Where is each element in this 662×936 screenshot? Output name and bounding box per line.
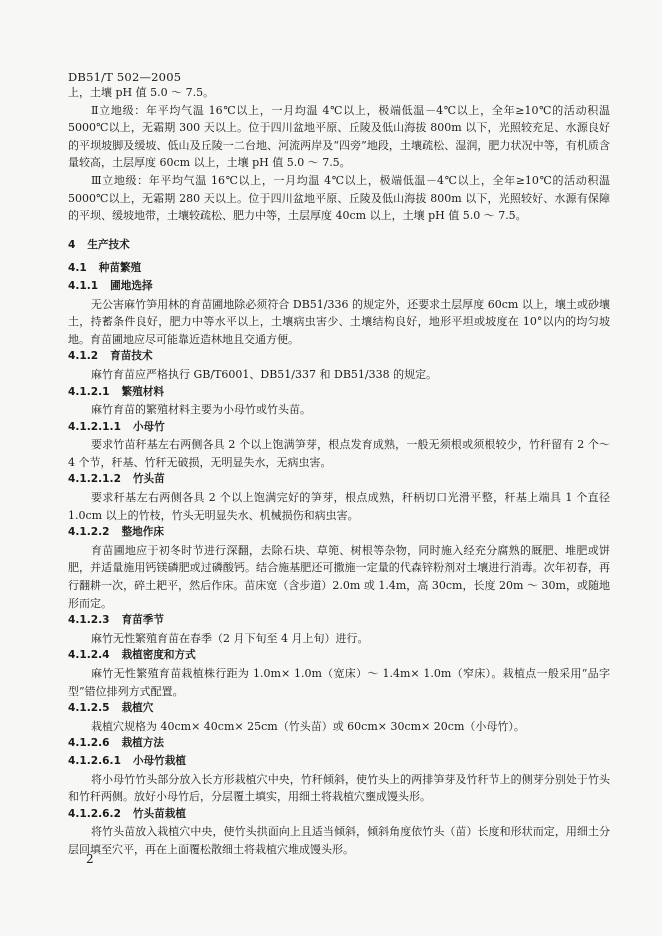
section-title: 繁殖材料 [121, 385, 164, 398]
section-number: 4.1.2.1 [68, 385, 110, 398]
paragraph: 将小母竹竹头部分放入长方形栽植穴中央，竹秆倾斜，使竹头上的两排笋芽及竹秆节上的侧芽分别处于竹头和竹秆两侧。放好小母竹后，分层覆土填实，用细土将栽植穴壅成馒头形。 [68, 772, 610, 804]
section-title: 整地作床 [121, 526, 164, 539]
section-heading [68, 419, 610, 437]
section-title: 小母竹栽植 [132, 754, 186, 767]
section-number: 4.1.2.2 [68, 526, 110, 539]
page-number: 2 [86, 852, 94, 866]
paragraph: 育苗圃地应于初冬时节进行深翻，去除石块、草篼、树根等杂物，同时施入经充分腐熟的厩肥、堆肥或饼肥，并适量施用钙镁磷肥或过磷酸钙。结合施基肥还可撒施一定量的代森锌粉剂对土壤进行消毒。次年初春，再行翻耕一次，碎土耙平，然后作床。苗床宽（含步道）2.0m 或 1.4m，高 30cm，长度 20m ～ 30m，或随地形而定。 [68, 543, 610, 610]
section-heading [68, 524, 610, 542]
paragraph: 要求竹苗秆基左右两侧各具 2 个以上饱满笋芽，根点发育成熟，一般无须根或须根较少，竹秆留有 2 个～ 4 个节，秆基、竹秆无破损，无明显失水，无病虫害。 [68, 438, 610, 469]
paragraph: 麻竹无性繁殖育苗栽植株行距为 1.0m× 1.0m（宽床）～ 1.4m× 1.0m（窄床）。栽植点一般采用“品字型”错位排列方式配置。 [68, 667, 610, 698]
section-title: 栽植穴 [121, 702, 154, 715]
paragraph: 栽植穴规格为 40cm× 40cm× 25cm（竹头苗）或 60cm× 30cm× 20cm（小母竹）。 [91, 719, 525, 733]
section-number: 4.1.2.5 [68, 702, 110, 715]
section-heading [68, 753, 610, 771]
section-heading [68, 278, 610, 296]
section-heading [68, 700, 610, 718]
paragraph: Ⅱ立地级：年平均气温 16℃以上，一月均温 4℃以上，极端低温－4℃以上，全年≥10℃的活动积温 5000℃以上，无霜期 300 天以上。位于四川盆地平原、丘陵及低山海拔 800m 以下，光照较充足、水源良好的平坝坡脚及缓坡、低山及丘陵一二台地、河流两岸及“四旁”地段，土壤疏松、湿润，肥力状况中等，有机质含量较高，土层厚度 60cm 以上，土壤 pH 值 5.0 ～ 7.5。 [68, 103, 610, 170]
paragraph: Ⅲ立地级：年平均气温 16℃以上，一月均温 4℃以上，极端低温－4℃以上，全年≥10℃的活动积温 5000℃以上，无霜期 280 天以上。位于四川盆地平原、丘陵及低山海拔 800m 以下，光照较好、水源有保障的平坝、缓坡地带，土壤较疏松、肥力中等，土层厚度 40cm 以上，土壤 pH 值 5.0 ～ 7.5。 [68, 173, 610, 223]
section-heading [68, 612, 610, 630]
paragraph: 上，土壤 pH 值 5.0 ～ 7.5。 [68, 86, 215, 99]
section-number: 4.1.2.6.2 [68, 807, 121, 820]
section-title: 栽植方法 [121, 737, 164, 750]
section-heading [68, 384, 610, 402]
section-title: 栽植密度和方式 [121, 649, 196, 662]
section-heading [68, 260, 610, 278]
section-number: 4.1.1 [68, 279, 99, 292]
section-title: 小母竹 [132, 420, 165, 433]
section-number: 4.1.2.1.1 [68, 420, 121, 433]
paragraph: 麻竹育苗的繁殖材料主要为小母竹或竹头苗。 [91, 403, 311, 417]
section-heading [68, 471, 610, 489]
section-title: 种苗繁殖 [98, 262, 142, 275]
section-number: 4.1.2.6.1 [68, 754, 121, 767]
section-number: 4.1 [68, 262, 87, 275]
paragraph: 要求秆基左右两侧各具 2 个以上饱满完好的笋芽，根点成熟，秆柄切口光滑平整，秆基上端具 1 个直径 1.0cm 以上的竹枝，竹头无明显失水、机械损伤和病虫害。 [68, 491, 610, 522]
section-number: 4 [68, 238, 76, 251]
section-title: 圃地选择 [110, 279, 153, 292]
section-heading [68, 735, 610, 753]
section-heading [68, 806, 610, 824]
section-number: 4.1.2.4 [68, 649, 110, 662]
standard-code: DB51/T 502—2005 [68, 70, 182, 84]
paragraph: 麻竹育苗应严格执行 GB/T6001、DB51/337 和 DB51/338 的规定。 [91, 367, 438, 381]
section-heading [68, 237, 610, 255]
section-number: 4.1.2 [68, 350, 99, 363]
paragraph: 将竹头苗放入栽植穴中央，使竹头拱面向上且适当倾斜，倾斜角度依竹头（苗）长度和形状而定，用细土分层回填至穴平，再在上面覆松散细土将栽植穴堆成馒头形。 [68, 825, 610, 856]
section-heading [68, 647, 610, 665]
section-title: 生产技术 [87, 238, 130, 251]
section-number: 4.1.2.1.2 [68, 473, 121, 486]
section-number: 4.1.2.3 [68, 614, 110, 627]
section-heading [68, 348, 610, 366]
section-number: 4.1.2.6 [68, 737, 110, 750]
paragraph: 麻竹无性繁殖育苗在春季（2 月下旬至 4 月上旬）进行。 [91, 631, 369, 645]
paragraph: 无公害麻竹笋用林的育苗圃地除必须符合 DB51/336 的规定外，还要求土层厚度 60cm 以上，壤土或砂壤土，持蓄条件良好，肥力中等水平以上，土壤病虫害少、土壤结构良好，地形平坦或坡度在 10°以内的均匀坡地。育苗圃地应尽可能靠近造林地且交通方便。 [68, 297, 610, 346]
page-body [68, 84, 610, 859]
section-title: 竹头苗栽植 [132, 807, 186, 820]
section-title: 育苗季节 [121, 614, 164, 627]
section-title: 竹头苗 [132, 473, 165, 486]
section-title: 育苗技术 [110, 350, 153, 363]
